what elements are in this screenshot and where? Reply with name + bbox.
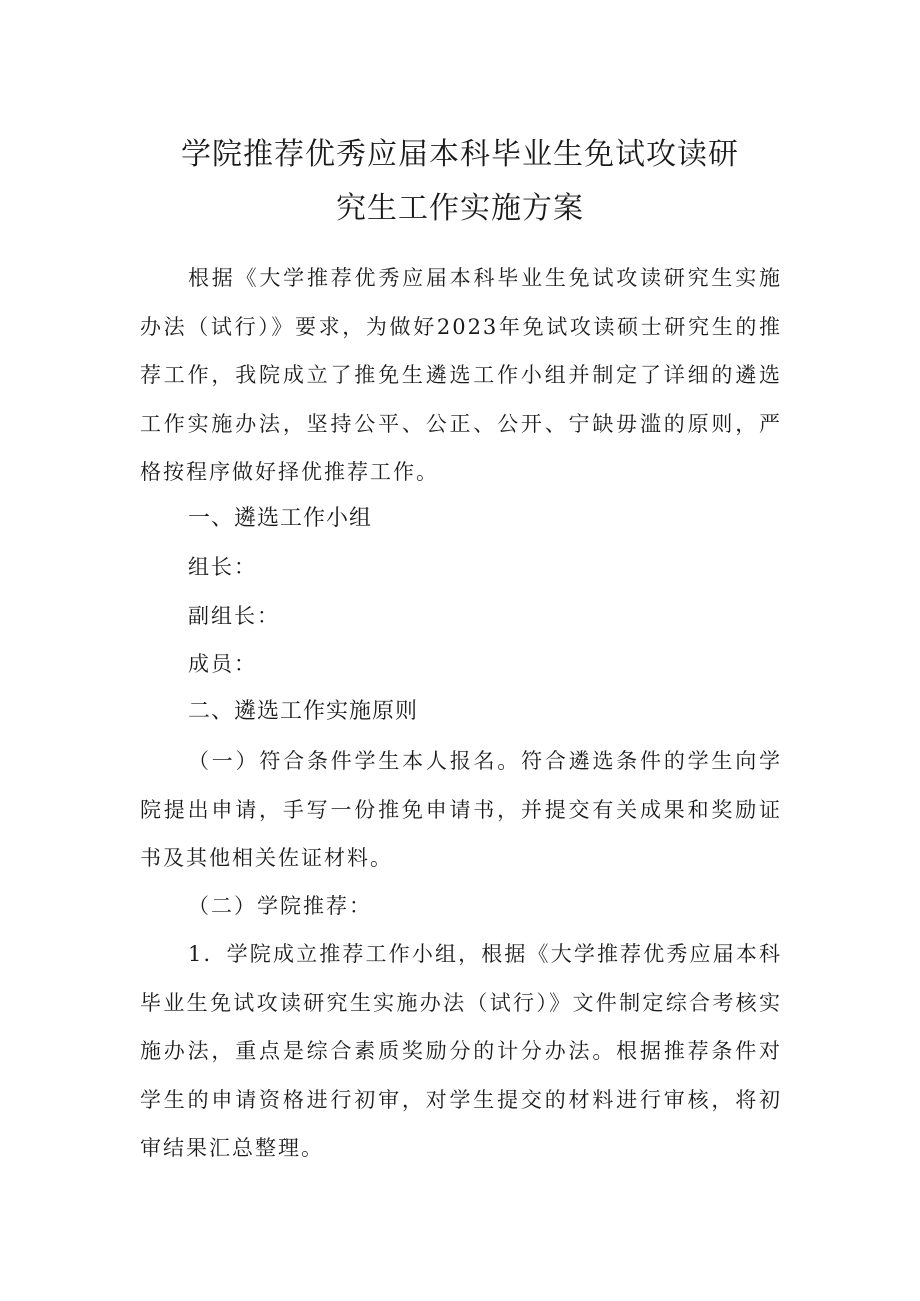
section-1-heading: 一、遴选工作小组 — [188, 506, 373, 531]
item-2-sub-1-paragraph: 1．学院成立推荐工作小组，根据《大学推荐优秀应届本科毕业生免试攻读研究生实施办法（试行）》文件制定综合考核实施办法，重点是综合素质奖励分的计分办法。根据推荐条件对学生的申请资格进行初审，对学生提交的材料进行审核，将初审结果汇总整理。 — [140, 942, 782, 1160]
item-2-heading: （二）学院推荐： — [188, 894, 372, 918]
vice-leader-line: 副组长： — [188, 604, 280, 628]
section-2-heading: 二、遴选工作实施原则 — [188, 699, 419, 724]
title-line-1: 学院推荐优秀应届本科毕业生免试攻读研 — [181, 137, 739, 172]
document-title — [140, 128, 780, 236]
members-line: 成员： — [188, 652, 257, 676]
item-1-paragraph: （一）符合条件学生本人报名。符合遴选条件的学生向学院提出申请，手写一份推免申请书，并提交有关成果和奖励证书及其他相关佐证材料。 — [140, 749, 782, 870]
leader-line: 组长： — [188, 555, 257, 579]
intro-paragraph: 根据《大学推荐优秀应届本科毕业生免试攻读研究生实施办法（试行）》要求，为做好2023年免试攻读硕士研究生的推荐工作，我院成立了推免生遴选工作小组并制定了详细的遴选工作实施办法，坚持公平、公正、公开、宁缺毋滥的原则，严格按程序做好择优推荐工作。 — [140, 266, 782, 484]
title-line-2: 究生工作实施方案 — [336, 191, 584, 226]
